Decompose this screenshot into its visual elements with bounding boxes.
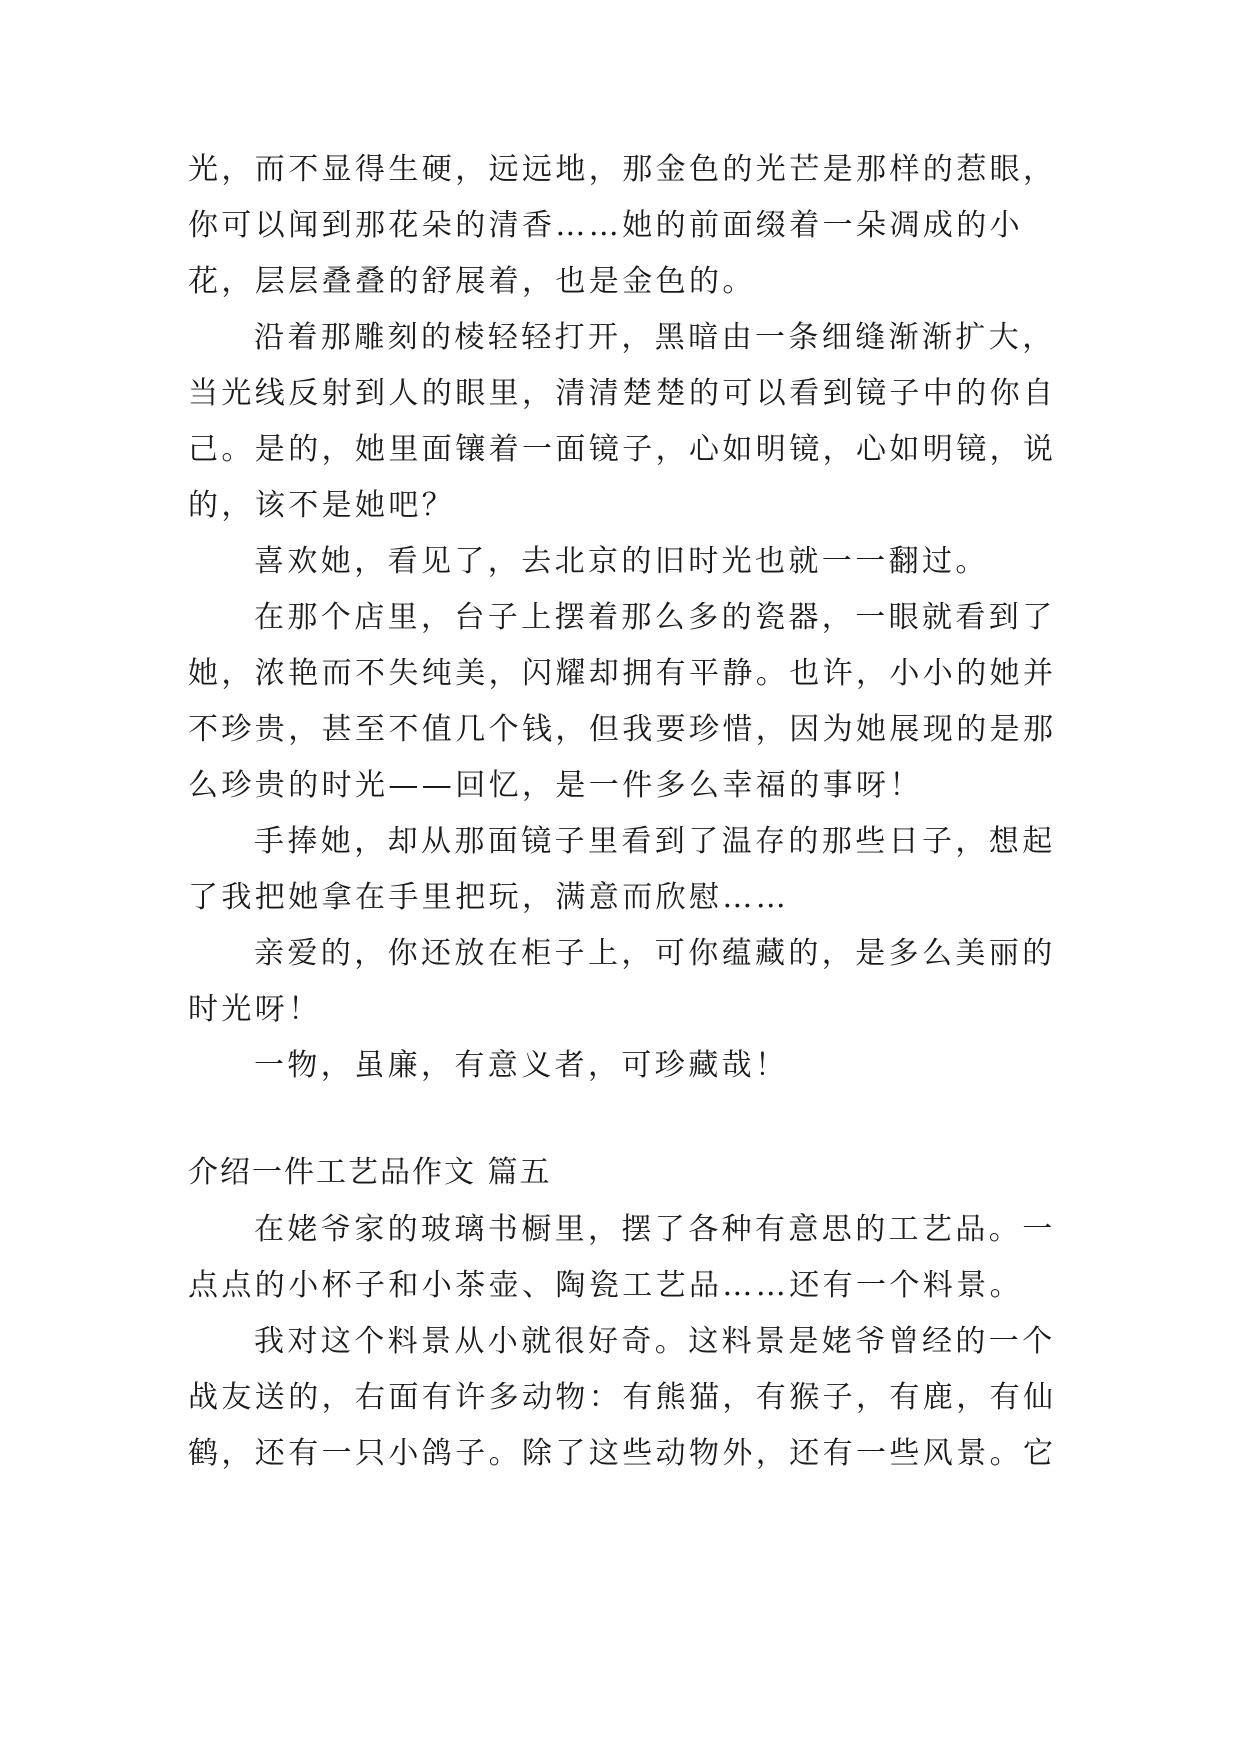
paragraph-first-line: 在姥爷家的玻璃书橱里，摆了各种有意思的工艺品。一: [254, 1212, 1056, 1247]
paragraph-first-line: 在那个店里，台子上摆着那么多的瓷器，一眼就看到了: [254, 600, 1056, 635]
paragraph-first-line: 亲爱的，你还放在柜子上，可你蕴藏的，是多么美丽的: [254, 936, 1056, 971]
text-line: 时光呀！: [188, 992, 322, 1027]
text-line: 不珍贵，甚至不值几个钱，但我要珍惜，因为她展现的是那: [188, 712, 1057, 747]
text-line: 当光线反射到人的眼里，清清楚楚的可以看到镜子中的你自: [188, 376, 1057, 411]
text-line: 光，而不显得生硬，远远地，那金色的光芒是那样的惹眼，: [188, 152, 1057, 187]
text-line: 她，浓艳而不失纯美，闪耀却拥有平静。也许，小小的她并: [188, 656, 1057, 691]
text-line: 你可以闻到那花朵的清香……她的前面缀着一朵凋成的小: [188, 208, 1023, 243]
text-line: 战友送的，右面有许多动物：有熊猫，有猴子，有鹿，有仙: [188, 1380, 1057, 1415]
paragraph-first-line: 喜欢她，看见了，去北京的旧时光也就一一翻过。: [254, 544, 989, 579]
text-line: 己。是的，她里面镶着一面镜子，心如明镜，心如明镜，说: [188, 432, 1057, 467]
paragraph-first-line: 一物，虽廉，有意义者，可珍藏哉！: [254, 1048, 789, 1083]
text-line: 花，层层叠叠的舒展着，也是金色的。: [188, 264, 756, 299]
text-line: 了我把她拿在手里把玩，满意而欣慰……: [188, 880, 790, 915]
paragraph-first-line: 沿着那雕刻的棱轻轻打开，黑暗由一条细缝渐渐扩大，: [254, 320, 1056, 355]
text-line: 鹤，还有一只小鸽子。除了这些动物外，还有一些风景。它: [188, 1436, 1057, 1471]
section-heading: 介绍一件工艺品作文 篇五: [188, 1155, 552, 1190]
paragraph-first-line: 我对这个料景从小就很好奇。这料景是姥爷曾经的一个: [254, 1324, 1056, 1359]
text-line: 的，该不是她吧？: [188, 488, 456, 523]
text-line: 么珍贵的时光——回忆，是一件多么幸福的事呀！: [188, 768, 923, 803]
paragraph-first-line: 手捧她，却从那面镜子里看到了温存的那些日子，想起: [254, 824, 1056, 859]
text-line: 点点的小杯子和小茶壶、陶瓷工艺品……还有一个料景。: [188, 1268, 1023, 1303]
